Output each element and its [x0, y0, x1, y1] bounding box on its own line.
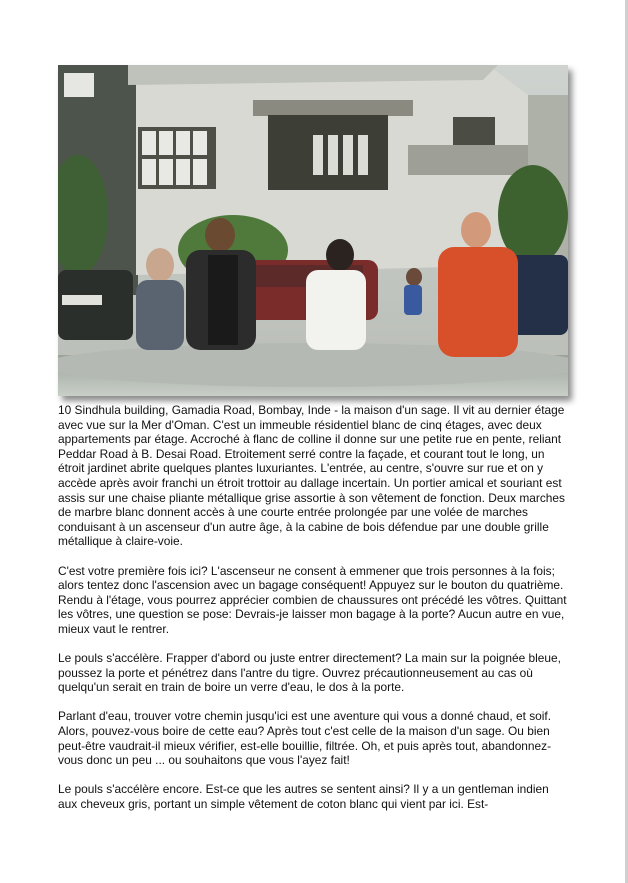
paragraph-3: Le pouls s'accélère. Frapper d'abord ou juste entrer directement? La main sur la poignée bleue, poussez la porte et pénétrez dans l'antre du tigre. Ouvrez précautionneusement au cas où quelqu'un serait en train de boire un verre d'eau, le dos à la porte.: [58, 651, 561, 695]
paragraph-4: Parlant d'eau, trouver votre chemin jusqu'ici est une aventure qui vous a donné chaud, et soif. Alors, pouvez-vous boire de cette eau? Après tout c'est celle de la maison d'un sage. Ou bien peut-être vaudrait-il mieux vérifier, est-elle bouillie, filtrée. Oh, et puis après tout, abandonnez-vous donc un peu ... ou souhaitons que vous l'ayez fait!: [58, 709, 552, 768]
paragraph-2: C'est votre première fois ici? L'ascenseur ne consent à emmener que trois personnes à la fois; alors tentez donc l'ascension avec un bagage conséquent! Appuyez sur le bouton du quatrième. Rendu à l'étage, vous pourrez apprécier combien de chaussures ont précédé les vôtres. Quittant les vôtres, une question se pose: Devrais-je laisser mon bagage à la porte? Aucun autre en vue, mieux vaut le rentrer.: [58, 563, 567, 636]
paragraph-5: Le pouls s'accélère encore. Est-ce que les autres se sentent ainsi? Il y a un gentleman indien aux cheveux gris, portant un simple vêtement de coton blanc qui vient par ici. Est-: [58, 782, 549, 812]
photo-street-scene: [58, 65, 568, 396]
article-body: [58, 403, 570, 826]
street-photo: [58, 65, 568, 396]
paragraph-1: 10 Sindhula building, Gamadia Road, Bombay, Inde - la maison d'un sage. Il vit au dernier étage avec vue sur la Mer d'Oman. C'est un immeuble résidentiel blanc de cinq étages, avec deux appartements par étage. Accroché à flanc de colline il donne sur une petite rue en pente, reliant Peddar Road à B. Desai Road. Etroitement serré contre la façade, et courant tout le long, un étroit jardinet abrite quelques plantes luxuriantes. L'entrée, au centre, s'ouvre sur rue et on y accède après avoir franchi un étroit trottoir au dallage incertain. Un portier amical et souriant est assis sur une chaise pliante métallique grise assortie à son vêtement de fonction. Deux marches de marbre blanc donnent accès à une courte entrée prolongée par une volée de marches conduisant à un ascenseur d'un autre âge, à la cabine de bois défendue par une double grille métallique à claire-voie.: [58, 403, 565, 549]
